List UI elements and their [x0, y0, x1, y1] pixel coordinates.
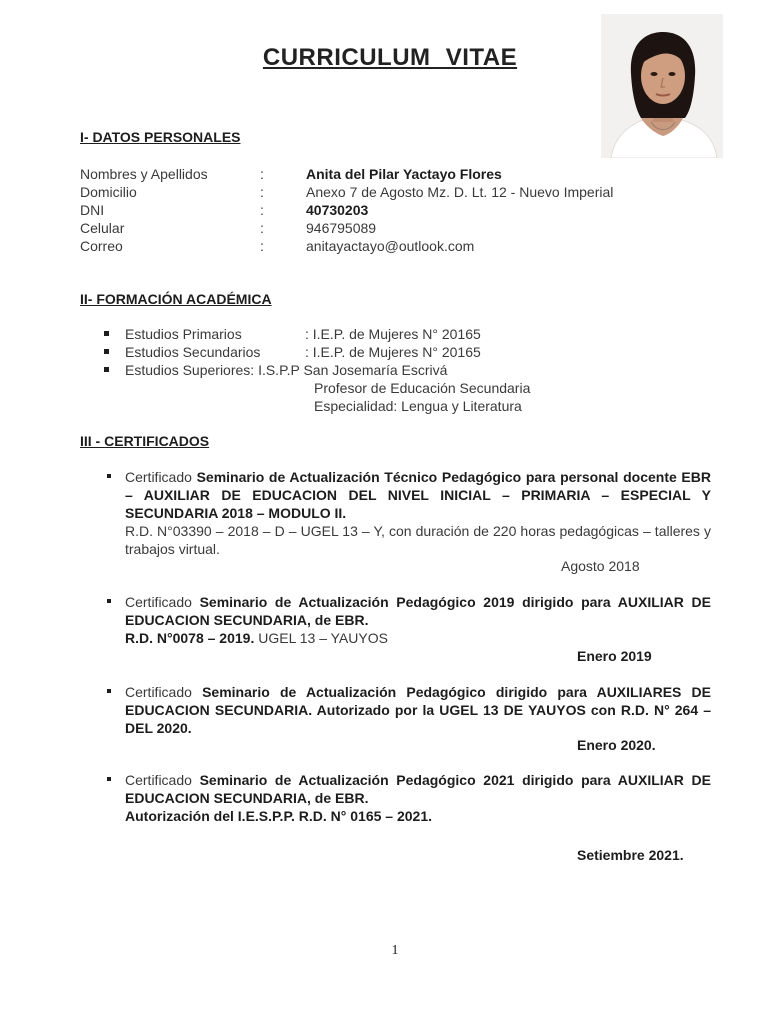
- certificate-item: [125, 683, 711, 737]
- bullet-icon: [104, 349, 109, 354]
- portrait-photo: [601, 14, 723, 158]
- section-heading-personal: I- DATOS PERSONALES: [80, 129, 241, 145]
- row-colon: :: [260, 238, 264, 254]
- row-label: DNI: [80, 202, 105, 218]
- bullet-icon: [107, 474, 111, 478]
- certificate-item: [125, 771, 711, 825]
- cert-prefix: Certificado: [125, 772, 200, 788]
- item-value: : I.E.P. de Mujeres N° 20165: [305, 326, 481, 342]
- item-label: Estudios Secundarios: [125, 344, 261, 360]
- academic-item-secondary: [125, 343, 645, 361]
- row-value: 40730203: [306, 202, 369, 218]
- item-value: : I.E.P. de Mujeres N° 20165: [305, 344, 481, 360]
- row-colon: :: [260, 184, 264, 200]
- row-value: 946795089: [306, 220, 377, 236]
- cert-detail: R.D. N°03390 – 2018 – D – UGEL 13 – Y, con duración de 220 horas pedagógicas – talleres y trabajos virtual.: [125, 523, 711, 557]
- cert-date: Enero 2019: [577, 648, 652, 664]
- row-label: Nombres y Apellidos: [80, 166, 208, 182]
- row-colon: :: [260, 220, 264, 236]
- item-label: Estudios Superiores: I.S.P.P San Josemaría Escrivá: [125, 362, 448, 378]
- cert-prefix: Certificado: [125, 684, 203, 700]
- row-value: Anita del Pilar Yactayo Flores: [306, 166, 502, 182]
- cert-date: Enero 2020.: [577, 737, 656, 753]
- certificate-item: [125, 593, 711, 647]
- bullet-icon: [104, 367, 109, 372]
- cert-detail: UGEL 13 – YAUYOS: [254, 630, 388, 646]
- cert-prefix: Certificado: [125, 469, 197, 485]
- bullet-icon: [107, 599, 111, 603]
- bullet-icon: [107, 777, 111, 781]
- email-value: anitayactayo@outlook.com: [306, 238, 475, 254]
- cert-detail-bold: Autorización del I.E.S.P.P. R.D. N° 0165 – 2021.: [125, 808, 432, 824]
- row-colon: :: [260, 166, 264, 182]
- document-title: CURRICULUM VITAE: [262, 44, 518, 71]
- cert-date: Setiembre 2021.: [577, 847, 684, 863]
- row-colon: :: [260, 202, 264, 218]
- bullet-icon: [107, 689, 111, 693]
- academic-item-primary: [125, 325, 645, 343]
- row-value: Anexo 7 de Agosto Mz. D. Lt. 12 - Nuevo Imperial: [306, 184, 614, 200]
- cert-date: Agosto 2018: [561, 558, 640, 574]
- row-label: Domicilio: [80, 184, 137, 200]
- heading-prefix: III -: [80, 433, 105, 449]
- academic-item-higher: [125, 361, 645, 379]
- academic-degree: Profesor de Educación Secundaria: [314, 380, 531, 396]
- cert-prefix: Certificado: [125, 594, 200, 610]
- cert-title: Seminario de Actualización Técnico Pedagógico para personal docente EBR – AUXILIAR DE EDUCACION DEL NIVEL INICIAL – PRIMARIA – ESPECIAL Y SECUNDARIA 2018 – MODULO II.: [125, 469, 711, 521]
- item-label: Estudios Primarios: [125, 326, 242, 342]
- heading-text: CERTIFICADOS: [104, 433, 210, 449]
- cert-title: Seminario de Actualización Pedagógico dirigido para AUXILIARES DE EDUCACION SECUNDARIA. Autorizado por la UGEL 13 DE YAUYOS con R.D. N° 264 –DEL 2020.: [125, 684, 711, 736]
- cert-title: Seminario de Actualización Pedagógico 2021 dirigido para AUXILIAR DE EDUCACION SECUNDARIA, de EBR.: [125, 772, 711, 806]
- certificate-item: [125, 468, 711, 558]
- page-number: 1: [391, 943, 399, 958]
- section-heading-certificates: [80, 433, 209, 449]
- academic-specialty: Especialidad: Lengua y Literatura: [314, 398, 522, 414]
- row-label: Correo: [80, 238, 123, 254]
- cert-title: Seminario de Actualización Pedagógico 2019 dirigido para AUXILIAR DE EDUCACION SECUNDARIA, de EBR.: [125, 594, 711, 628]
- bullet-icon: [104, 331, 109, 336]
- cert-detail-bold: R.D. N°0078 – 2019.: [125, 630, 255, 646]
- section-heading-academic: II- FORMACIÓN ACADÉMICA: [80, 291, 272, 307]
- row-label: Celular: [80, 220, 125, 236]
